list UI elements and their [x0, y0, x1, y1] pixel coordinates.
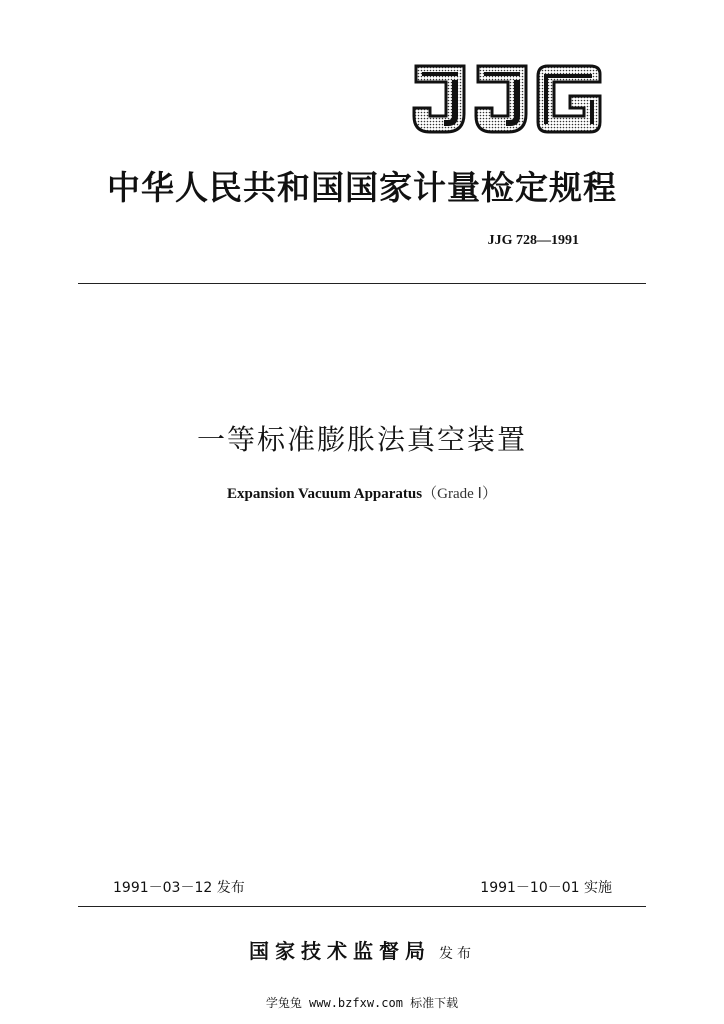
effective-date: 1991－10－01 实施 [480, 880, 612, 896]
standard-code: JJG 728—1991 [487, 233, 579, 248]
issue-date: 1991－03－12 发布 [113, 880, 245, 896]
org-title: 中华人民共和国国家计量检定规程 [107, 168, 617, 207]
document-subtitle [0, 482, 724, 503]
logo-letter-j2 [476, 66, 526, 132]
jjg-logo [408, 60, 604, 138]
publisher-action: 发布 [439, 946, 475, 962]
subtitle-english: Expansion Vacuum Apparatus [227, 486, 423, 502]
publisher-agency: 国家技术监督局 [249, 939, 431, 963]
logo-letter-j1 [414, 66, 464, 132]
publisher-line [0, 935, 724, 964]
subtitle-grade: （Grade Ⅰ） [422, 486, 497, 502]
top-divider [78, 283, 646, 284]
document-title: 一等标准膨胀法真空装置 [196, 423, 527, 456]
bottom-divider [78, 906, 646, 907]
logo-letter-g [538, 66, 600, 132]
footer-watermark: 学兔兔 www.bzfxw.com 标准下载 [265, 996, 459, 1010]
